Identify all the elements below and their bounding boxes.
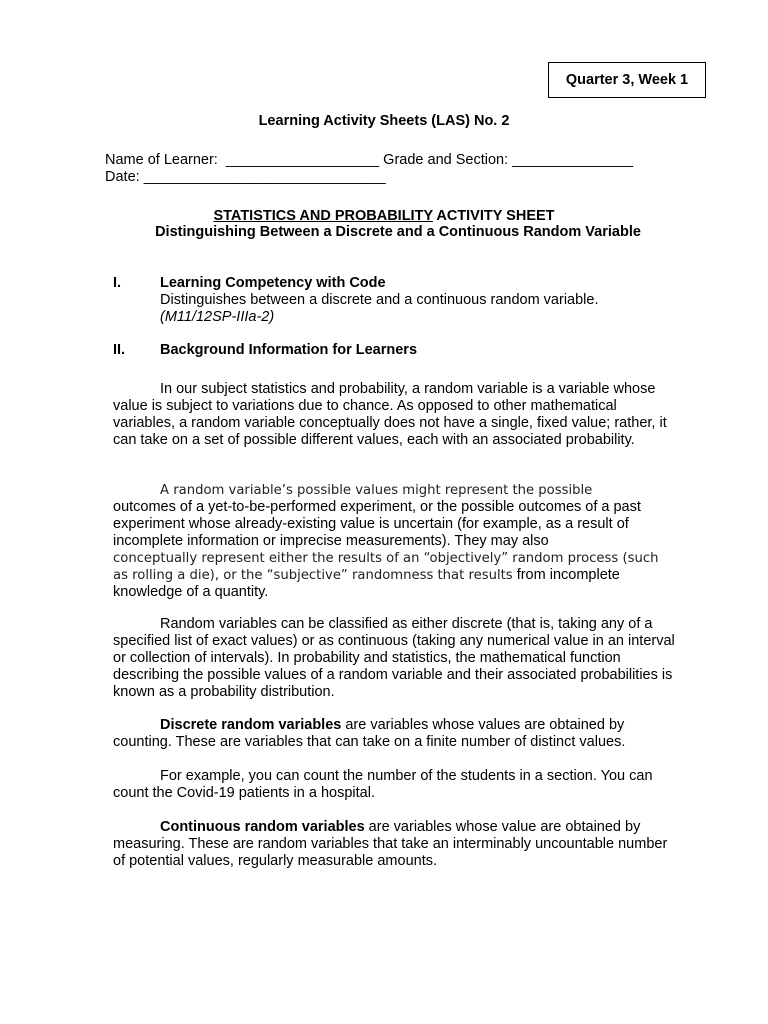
paragraph-possible-values-line1: A random variable’s possible values might represent the possible [160, 483, 593, 498]
las-title-row [0, 113, 768, 129]
name-blank[interactable]: ___________________ [225, 152, 380, 168]
subject-rest: ACTIVITY SHEET [432, 208, 555, 224]
quarter-week-box [548, 62, 706, 98]
date-label: Date: [105, 169, 140, 185]
activity-title [0, 208, 768, 224]
discrete-term: Discrete random variables [160, 717, 342, 733]
paragraph-continuous [113, 819, 675, 870]
activity-subtitle: Distinguishing Between a Discrete and a Continuous Random Variable [155, 224, 641, 240]
paragraph-classification: Random variables can be classified as either discrete (that is, taking any of a specified list of exact values) or as continuous (taking any numerical value in an interval or collection of intervals). In probability and statistics, the mathematical function describing the possible values of a random variable and their associated probabilities is known as a probability distribution. [113, 616, 675, 700]
continuous-term: Continuous random variables [160, 819, 365, 835]
learner-name-row [105, 152, 633, 168]
quarter-week-label: Quarter 3, Week 1 [565, 72, 689, 88]
paragraph-possible-values-body: outcomes of a yet-to-be-performed experiment, or the possible outcomes of a past experiment whose already-existing value is uncertain (for example, as a result of incomplete information or imprecise measurements). They may also [113, 499, 641, 549]
paragraph-possible-values-tail [113, 550, 675, 601]
date-blank[interactable]: ______________________________ [143, 169, 386, 185]
name-label: Name of Learner: [105, 152, 218, 168]
continuous-definition: are variables whose value are obtained by measuring. These are random variables that take an interminably uncountable number of potential values, regularly measurable amounts. [113, 819, 668, 869]
subject-underlined: STATISTICS AND PROBABILITY [213, 208, 433, 224]
paragraph-discrete [113, 717, 675, 751]
grade-label: Grade and Section: [383, 152, 509, 168]
paragraph-discrete-example: For example, you can count the number of the students in a section. You can count the Covid-19 patients in a hospital. [113, 768, 653, 801]
section1-numeral: I. [113, 275, 122, 291]
paragraph-random-variable: In our subject statistics and probability, a random variable is a variable whose value is subject to variations due to chance. As opposed to other mathematical variables, a random variable conceptually does not have a single, fixed value; rather, it can take on a set of possible different values, each with an associated probability. [113, 381, 667, 448]
paragraph-possible-values [113, 482, 675, 601]
competency-code: (M11/12SP-IIIa-2) [160, 309, 275, 325]
paragraph-possible-values-end: from incomplete knowledge of a quantity. [113, 567, 620, 600]
paragraph-possible-values-alt: conceptually represent either the results of an “objectively” random process (such as rolling a die), or the “subjective” randomness that results [113, 551, 659, 583]
date-row [105, 169, 386, 185]
competency-text: Distinguishes between a discrete and a continuous random variable. [160, 292, 599, 308]
section2-heading: Background Information for Learners [160, 342, 418, 358]
discrete-definition: are variables whose values are obtained by counting. These are variables that can take on a finite number of distinct values. [113, 717, 626, 750]
las-title: Learning Activity Sheets (LAS) No. 2 [258, 113, 510, 129]
grade-blank[interactable]: _______________ [512, 152, 634, 168]
section2-numeral: II. [113, 342, 126, 358]
section1-heading: Learning Competency with Code [160, 275, 386, 291]
